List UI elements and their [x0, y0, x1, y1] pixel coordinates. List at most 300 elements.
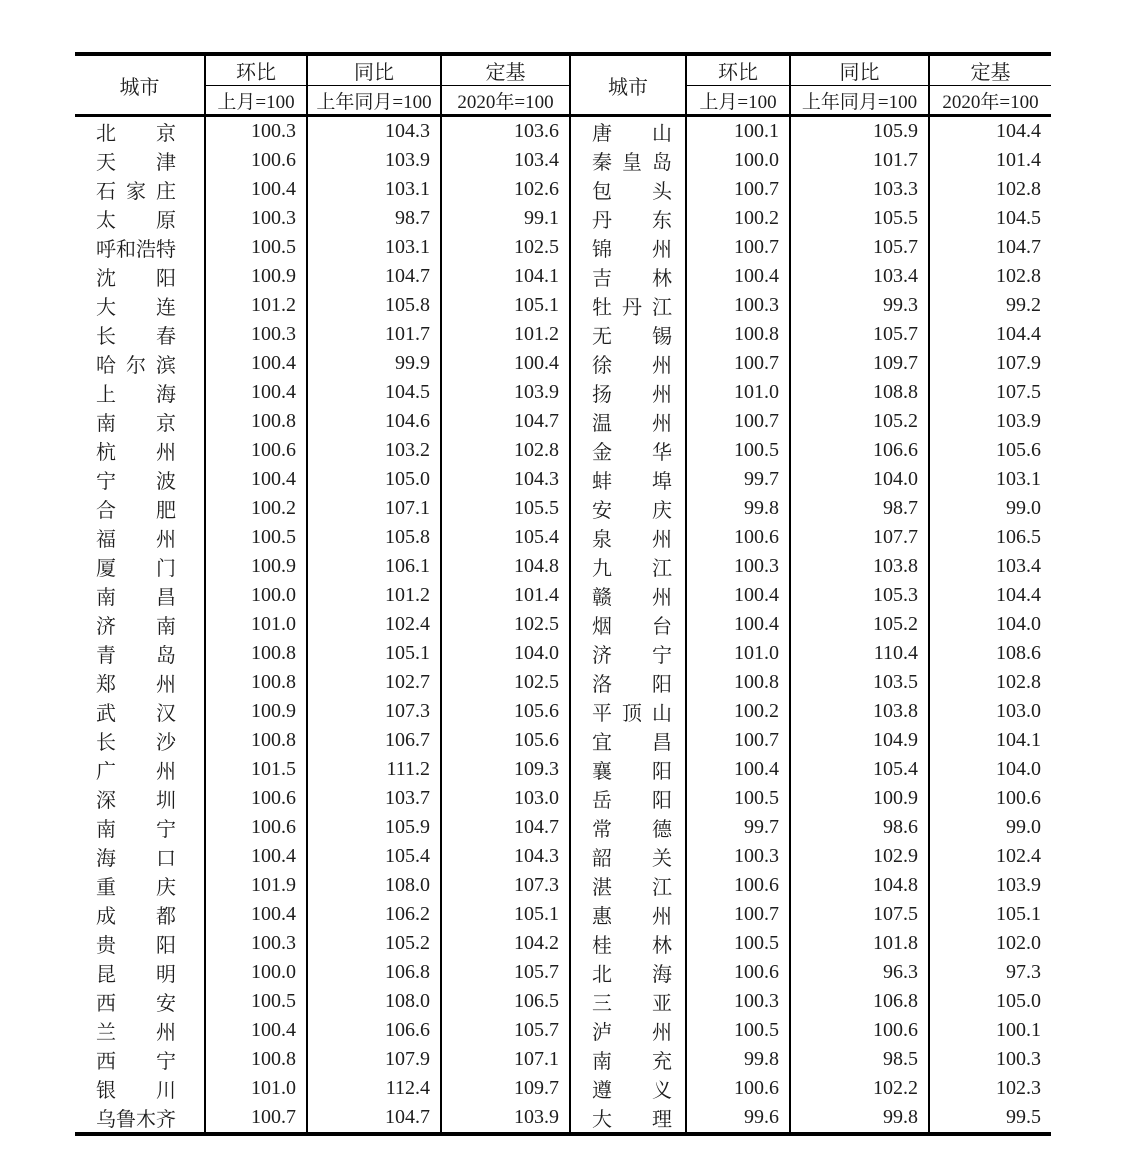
huanbi-cell-right: 100.7	[686, 726, 790, 755]
dingji-cell-right: 104.1	[996, 729, 1041, 751]
tongbi-cell-right: 107.5	[790, 900, 929, 929]
dingji-cell-right: 102.4	[996, 845, 1041, 867]
tongbi-cell-right: 105.2	[790, 610, 929, 639]
dingji-cell-left: 103.6	[441, 116, 570, 147]
tongbi-cell-right: 96.3	[790, 958, 929, 987]
city-name: 兰州	[96, 1022, 176, 1044]
table-row	[75, 900, 1051, 929]
huanbi-cell-left: 100.4	[205, 349, 307, 378]
city-cell-right	[570, 987, 686, 1016]
tongbi-cell-right: 104.9	[790, 726, 929, 755]
city-cell-right	[570, 842, 686, 871]
city-name: 合肥	[96, 500, 176, 522]
huanbi-cell-left: 100.8	[205, 668, 307, 697]
huanbi-cell-right: 100.2	[686, 697, 790, 726]
huanbi-cell-left: 100.8	[205, 1045, 307, 1074]
dingji-cell-left: 103.0	[441, 784, 570, 813]
huanbi-cell-left: 101.9	[205, 871, 307, 900]
city-name: 襄阳	[592, 761, 672, 783]
table-row	[75, 436, 1051, 465]
tongbi-cell-right: 99.8	[790, 1103, 929, 1134]
dingji-cell-right: 100.1	[996, 1019, 1041, 1041]
city-cell-right	[570, 1074, 686, 1103]
city-name: 宁波	[96, 471, 176, 493]
dingji-cell-right: 101.4	[996, 149, 1041, 171]
tongbi-cell-left: 105.0	[307, 465, 441, 494]
city-name: 泉州	[592, 529, 672, 551]
tongbi-cell-right: 103.8	[790, 697, 929, 726]
city-name: 南京	[96, 413, 176, 435]
tongbi-cell-left: 106.8	[307, 958, 441, 987]
city-cell-left	[75, 900, 205, 929]
dingji-cell-right: 103.1	[996, 468, 1041, 490]
table-row	[75, 755, 1051, 784]
city-name: 韶关	[592, 848, 672, 870]
city-name: 唐山	[592, 123, 672, 145]
city-name: 西安	[96, 993, 176, 1015]
table-row	[75, 262, 1051, 291]
table-row	[75, 378, 1051, 407]
city-name: 遵义	[592, 1080, 672, 1102]
city-cell-right	[570, 552, 686, 581]
table-row	[75, 871, 1051, 900]
tongbi-cell-left: 108.0	[307, 871, 441, 900]
dingji-cell-left: 109.7	[441, 1074, 570, 1103]
city-cell-left	[75, 494, 205, 523]
tongbi-cell-left: 104.6	[307, 407, 441, 436]
header-dingji-left: 定基	[441, 54, 570, 86]
city-name: 沈阳	[96, 268, 176, 290]
subheader-dingji-right: 2020年=100	[942, 91, 1039, 113]
tongbi-cell-right: 105.7	[790, 320, 929, 349]
tongbi-cell-right: 105.2	[790, 407, 929, 436]
huanbi-cell-left: 100.4	[205, 842, 307, 871]
tongbi-cell-left: 106.2	[307, 900, 441, 929]
table-row	[75, 1016, 1051, 1045]
tongbi-cell-right: 105.7	[790, 233, 929, 262]
city-cell-left	[75, 378, 205, 407]
city-cell-left	[75, 842, 205, 871]
dingji-cell-right: 99.0	[1006, 816, 1041, 838]
tongbi-cell-right: 106.8	[790, 987, 929, 1016]
tongbi-cell-right: 101.7	[790, 146, 929, 175]
table-row	[75, 697, 1051, 726]
huanbi-cell-left: 100.5	[205, 523, 307, 552]
city-cell-left	[75, 813, 205, 842]
huanbi-cell-right: 99.7	[686, 813, 790, 842]
city-cell-right	[570, 320, 686, 349]
huanbi-cell-right: 100.6	[686, 958, 790, 987]
huanbi-cell-right: 100.6	[686, 523, 790, 552]
dingji-cell-left: 105.1	[441, 900, 570, 929]
city-name: 昆明	[96, 964, 176, 986]
city-name: 福州	[96, 529, 176, 551]
city-name: 大连	[96, 297, 176, 319]
dingji-cell-left: 104.2	[441, 929, 570, 958]
city-name: 长沙	[96, 732, 176, 754]
huanbi-cell-right: 100.7	[686, 407, 790, 436]
dingji-cell-left: 99.1	[441, 204, 570, 233]
city-cell-right	[570, 465, 686, 494]
dingji-cell-left: 103.9	[441, 1103, 570, 1134]
huanbi-cell-left: 100.7	[205, 1103, 307, 1134]
city-cell-left	[75, 958, 205, 987]
dingji-cell-right: 104.5	[996, 207, 1041, 229]
city-cell-right	[570, 581, 686, 610]
city-name: 成都	[96, 906, 176, 928]
table-row	[75, 204, 1051, 233]
huanbi-cell-right: 100.3	[686, 552, 790, 581]
huanbi-cell-left: 100.4	[205, 1016, 307, 1045]
huanbi-cell-right: 101.0	[686, 378, 790, 407]
table-row	[75, 668, 1051, 697]
dingji-cell-right: 100.3	[996, 1048, 1041, 1070]
tongbi-cell-left: 98.7	[307, 204, 441, 233]
city-cell-right	[570, 639, 686, 668]
dingji-cell-left: 105.5	[441, 494, 570, 523]
dingji-cell-left: 104.7	[441, 407, 570, 436]
table-row	[75, 465, 1051, 494]
huanbi-cell-right: 100.5	[686, 1016, 790, 1045]
city-cell-right	[570, 523, 686, 552]
city-name: 扬州	[592, 384, 672, 406]
dingji-cell-right: 104.7	[996, 236, 1041, 258]
table-row	[75, 523, 1051, 552]
tongbi-cell-left: 104.5	[307, 378, 441, 407]
huanbi-cell-right: 101.0	[686, 639, 790, 668]
table-row	[75, 726, 1051, 755]
dingji-cell-left: 107.1	[441, 1045, 570, 1074]
table-header	[75, 54, 1051, 116]
dingji-cell-right: 103.0	[996, 700, 1041, 722]
header-dingji-right: 定基	[929, 54, 1051, 86]
city-cell-right	[570, 755, 686, 784]
dingji-cell-left: 104.3	[441, 465, 570, 494]
city-name: 泸州	[592, 1022, 672, 1044]
dingji-cell-right: 103.9	[996, 874, 1041, 896]
city-cell-left	[75, 146, 205, 175]
dingji-cell-left: 105.6	[441, 697, 570, 726]
table-body	[75, 116, 1051, 1135]
tongbi-cell-right: 101.8	[790, 929, 929, 958]
dingji-cell-right: 102.0	[996, 932, 1041, 954]
city-name: 牡丹江	[592, 297, 672, 319]
city-cell-left	[75, 610, 205, 639]
city-name: 深圳	[96, 790, 176, 812]
city-cell-left	[75, 291, 205, 320]
city-cell-left	[75, 552, 205, 581]
tongbi-cell-right: 102.9	[790, 842, 929, 871]
city-name: 宜昌	[592, 732, 672, 754]
table-row	[75, 610, 1051, 639]
dingji-cell-right: 108.6	[996, 642, 1041, 664]
dingji-cell-left: 106.5	[441, 987, 570, 1016]
table-row	[75, 842, 1051, 871]
dingji-cell-left: 102.6	[441, 175, 570, 204]
table-row	[75, 1074, 1051, 1103]
dingji-cell-left: 105.1	[441, 291, 570, 320]
dingji-cell-left: 102.5	[441, 668, 570, 697]
dingji-cell-right: 102.8	[996, 178, 1041, 200]
tongbi-cell-left: 103.9	[307, 146, 441, 175]
tongbi-cell-left: 102.4	[307, 610, 441, 639]
dingji-cell-left: 102.5	[441, 233, 570, 262]
huanbi-cell-right: 100.8	[686, 668, 790, 697]
city-cell-right	[570, 116, 686, 147]
subheader-tongbi-right: 上年同月=100	[790, 86, 929, 116]
huanbi-cell-right: 99.8	[686, 494, 790, 523]
huanbi-cell-right: 100.1	[686, 116, 790, 147]
header-huanbi-left: 环比	[205, 54, 307, 86]
city-cell-left	[75, 726, 205, 755]
tongbi-cell-left: 106.7	[307, 726, 441, 755]
dingji-cell-right: 104.4	[996, 584, 1041, 606]
city-name: 秦皇岛	[592, 152, 672, 174]
dingji-cell-left: 107.3	[441, 871, 570, 900]
tongbi-cell-left: 106.1	[307, 552, 441, 581]
dingji-cell-left: 104.3	[441, 842, 570, 871]
huanbi-cell-left: 100.3	[205, 320, 307, 349]
city-name: 南昌	[96, 587, 176, 609]
tongbi-cell-left: 103.2	[307, 436, 441, 465]
city-cell-left	[75, 116, 205, 147]
city-cell-left	[75, 175, 205, 204]
tongbi-cell-right: 105.9	[790, 116, 929, 147]
huanbi-cell-right: 99.6	[686, 1103, 790, 1134]
table-row	[75, 1045, 1051, 1074]
huanbi-cell-left: 100.3	[205, 116, 307, 147]
city-cell-right	[570, 1016, 686, 1045]
tongbi-cell-right: 103.8	[790, 552, 929, 581]
dingji-cell-left: 104.0	[441, 639, 570, 668]
huanbi-cell-left: 100.8	[205, 407, 307, 436]
tongbi-cell-left: 99.9	[307, 349, 441, 378]
city-name: 烟台	[592, 616, 672, 638]
huanbi-cell-left: 100.4	[205, 378, 307, 407]
city-name: 徐州	[592, 355, 672, 377]
huanbi-cell-left: 100.5	[205, 987, 307, 1016]
table-row	[75, 929, 1051, 958]
city-cell-right	[570, 900, 686, 929]
dingji-cell-left: 101.4	[441, 581, 570, 610]
city-name: 呼和浩特	[96, 239, 176, 261]
tongbi-cell-right: 105.3	[790, 581, 929, 610]
huanbi-cell-left: 100.3	[205, 929, 307, 958]
tongbi-cell-right: 103.5	[790, 668, 929, 697]
city-name: 广州	[96, 761, 176, 783]
city-cell-left	[75, 407, 205, 436]
tongbi-cell-left: 105.9	[307, 813, 441, 842]
city-name: 济宁	[592, 645, 672, 667]
city-name: 银川	[96, 1080, 176, 1102]
huanbi-cell-left: 100.2	[205, 494, 307, 523]
huanbi-cell-right: 100.8	[686, 320, 790, 349]
city-cell-left	[75, 929, 205, 958]
tongbi-cell-right: 100.6	[790, 1016, 929, 1045]
tongbi-cell-left: 107.1	[307, 494, 441, 523]
table-row	[75, 1103, 1051, 1134]
city-cell-right	[570, 1045, 686, 1074]
huanbi-cell-left: 101.2	[205, 291, 307, 320]
table-row	[75, 320, 1051, 349]
huanbi-cell-right: 100.7	[686, 175, 790, 204]
table-row	[75, 146, 1051, 175]
city-name: 平顶山	[592, 703, 672, 725]
city-name: 安庆	[592, 500, 672, 522]
city-name: 厦门	[96, 558, 176, 580]
city-cell-right	[570, 697, 686, 726]
tongbi-cell-right: 106.6	[790, 436, 929, 465]
city-cell-left	[75, 987, 205, 1016]
tongbi-cell-right: 98.5	[790, 1045, 929, 1074]
tongbi-cell-left: 107.9	[307, 1045, 441, 1074]
city-cell-right	[570, 784, 686, 813]
huanbi-cell-left: 100.4	[205, 465, 307, 494]
huanbi-cell-right: 100.3	[686, 987, 790, 1016]
city-cell-right	[570, 407, 686, 436]
header-city-right: 城市	[570, 54, 686, 116]
dingji-cell-right: 104.4	[996, 120, 1041, 142]
dingji-cell-left: 103.9	[441, 378, 570, 407]
table-row	[75, 349, 1051, 378]
dingji-cell-right: 107.5	[996, 381, 1041, 403]
city-name: 青岛	[96, 645, 176, 667]
city-name: 海口	[96, 848, 176, 870]
city-cell-right	[570, 233, 686, 262]
city-name: 包头	[592, 181, 672, 203]
dingji-cell-right: 99.0	[1006, 497, 1041, 519]
city-cell-left	[75, 697, 205, 726]
city-name: 哈尔滨	[96, 355, 176, 377]
subheader-dingji-left: 2020年=100	[441, 86, 570, 116]
city-cell-right	[570, 349, 686, 378]
huanbi-cell-right: 100.7	[686, 900, 790, 929]
tongbi-cell-left: 103.1	[307, 175, 441, 204]
city-name: 桂林	[592, 935, 672, 957]
huanbi-cell-right: 100.0	[686, 146, 790, 175]
subheader-huanbi-left: 上月=100	[205, 86, 307, 116]
city-cell-right	[570, 1103, 686, 1134]
tongbi-cell-left: 104.3	[307, 116, 441, 147]
huanbi-cell-left: 100.3	[205, 204, 307, 233]
city-cell-left	[75, 581, 205, 610]
huanbi-cell-right: 100.5	[686, 784, 790, 813]
huanbi-cell-right: 100.4	[686, 755, 790, 784]
city-name: 南宁	[96, 819, 176, 841]
city-cell-left	[75, 523, 205, 552]
tongbi-cell-left: 104.7	[307, 1103, 441, 1134]
city-cell-right	[570, 204, 686, 233]
city-cell-right	[570, 610, 686, 639]
city-cell-left	[75, 1016, 205, 1045]
dingji-cell-right: 105.6	[996, 439, 1041, 461]
header-city-left: 城市	[75, 54, 205, 116]
tongbi-cell-left: 112.4	[307, 1074, 441, 1103]
huanbi-cell-left: 100.4	[205, 900, 307, 929]
price-index-table-container	[75, 52, 1051, 1136]
tongbi-cell-right: 104.0	[790, 465, 929, 494]
tongbi-cell-right: 107.7	[790, 523, 929, 552]
city-cell-left	[75, 204, 205, 233]
dingji-cell-right: 97.3	[1006, 961, 1041, 983]
city-name: 三亚	[592, 993, 672, 1015]
tongbi-cell-right: 104.8	[790, 871, 929, 900]
dingji-cell-right: 102.8	[996, 671, 1041, 693]
city-name: 西宁	[96, 1051, 176, 1073]
tongbi-cell-left: 104.7	[307, 262, 441, 291]
huanbi-cell-left: 100.6	[205, 436, 307, 465]
huanbi-cell-left: 100.0	[205, 958, 307, 987]
dingji-cell-left: 105.6	[441, 726, 570, 755]
city-name: 丹东	[592, 210, 672, 232]
dingji-cell-right: 104.4	[996, 323, 1041, 345]
dingji-cell-left: 105.4	[441, 523, 570, 552]
huanbi-cell-right: 100.4	[686, 581, 790, 610]
tongbi-cell-left: 101.2	[307, 581, 441, 610]
huanbi-cell-right: 100.7	[686, 233, 790, 262]
city-cell-left	[75, 349, 205, 378]
tongbi-cell-right: 105.4	[790, 755, 929, 784]
city-name: 杭州	[96, 442, 176, 464]
table-row	[75, 639, 1051, 668]
city-name: 无锡	[592, 326, 672, 348]
huanbi-cell-left: 100.8	[205, 639, 307, 668]
tongbi-cell-right: 100.9	[790, 784, 929, 813]
tongbi-cell-left: 102.7	[307, 668, 441, 697]
huanbi-cell-left: 101.0	[205, 1074, 307, 1103]
huanbi-cell-right: 100.5	[686, 436, 790, 465]
dingji-cell-right: 100.6	[996, 787, 1041, 809]
city-name: 石家庄	[96, 181, 176, 203]
city-name: 岳阳	[592, 790, 672, 812]
huanbi-cell-left: 100.6	[205, 146, 307, 175]
tongbi-cell-left: 108.0	[307, 987, 441, 1016]
city-cell-right	[570, 668, 686, 697]
huanbi-cell-left: 100.0	[205, 581, 307, 610]
dingji-cell-left: 104.7	[441, 813, 570, 842]
tongbi-cell-right: 98.7	[790, 494, 929, 523]
huanbi-cell-right: 99.7	[686, 465, 790, 494]
huanbi-cell-left: 100.9	[205, 262, 307, 291]
table-row	[75, 116, 1051, 147]
city-name: 重庆	[96, 877, 176, 899]
dingji-cell-left: 105.7	[441, 1016, 570, 1045]
city-cell-right	[570, 929, 686, 958]
huanbi-cell-left: 100.6	[205, 813, 307, 842]
city-name: 湛江	[592, 877, 672, 899]
city-name: 吉林	[592, 268, 672, 290]
huanbi-cell-right: 100.6	[686, 871, 790, 900]
tongbi-cell-right: 108.8	[790, 378, 929, 407]
huanbi-cell-left: 100.9	[205, 552, 307, 581]
dingji-cell-left: 100.4	[441, 349, 570, 378]
city-cell-left	[75, 320, 205, 349]
tongbi-cell-right: 103.4	[790, 262, 929, 291]
tongbi-cell-left: 105.4	[307, 842, 441, 871]
dingji-cell-right: 104.0	[996, 613, 1041, 635]
huanbi-cell-left: 100.9	[205, 697, 307, 726]
city-cell-left	[75, 233, 205, 262]
table-row	[75, 581, 1051, 610]
dingji-cell-left: 101.2	[441, 320, 570, 349]
dingji-cell-right: 103.9	[996, 410, 1041, 432]
table-row	[75, 958, 1051, 987]
city-cell-right	[570, 436, 686, 465]
tongbi-cell-left: 101.7	[307, 320, 441, 349]
dingji-cell-right: 102.8	[996, 265, 1041, 287]
table-row	[75, 784, 1051, 813]
dingji-cell-left: 102.8	[441, 436, 570, 465]
